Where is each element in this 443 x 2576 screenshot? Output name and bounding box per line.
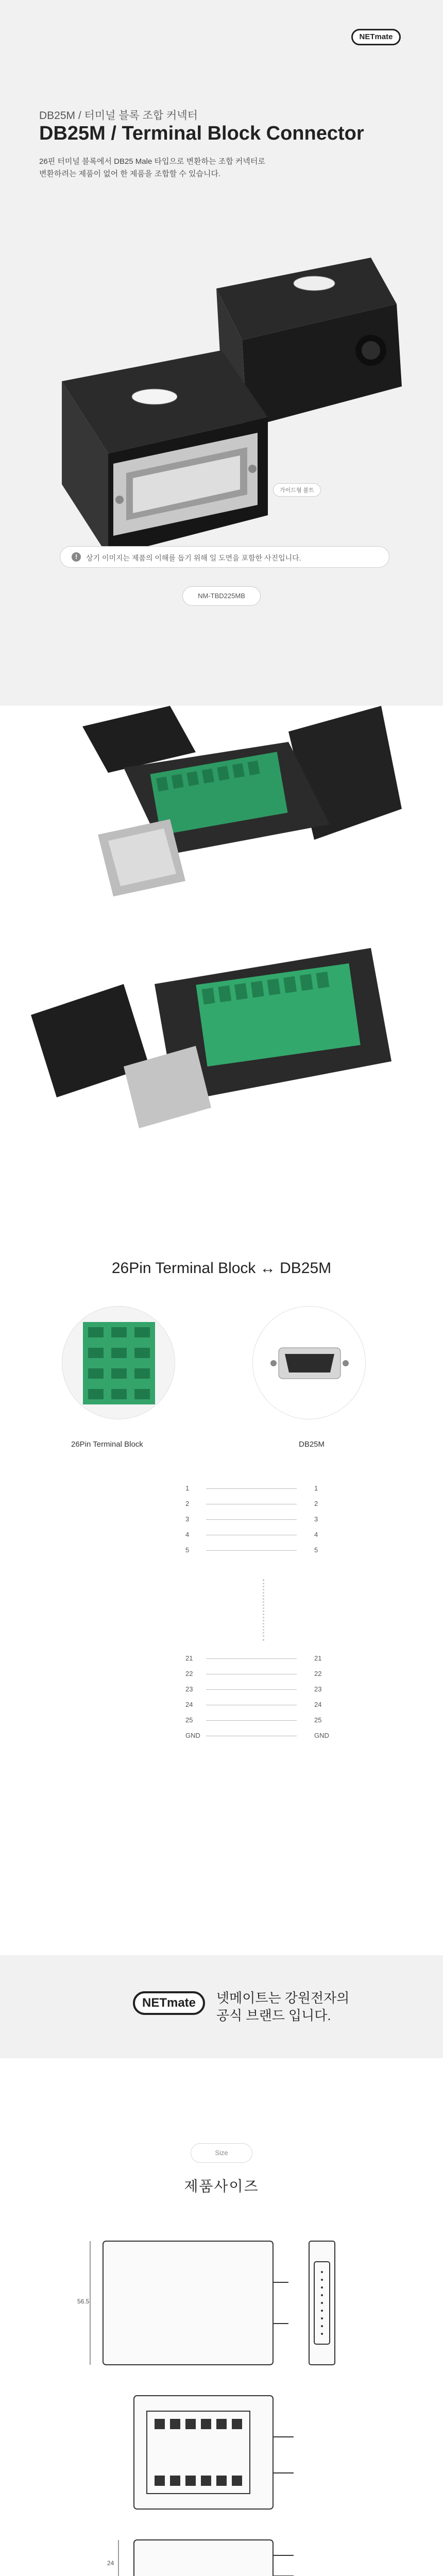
pin-left-label: 1	[185, 1484, 190, 1492]
image-note-text: 상기 이미지는 제품의 이해를 돕기 위해 일 도면을 포함한 사진입니다.	[86, 554, 301, 562]
pin-right-label: 1	[314, 1484, 318, 1492]
terminal-block-thumbnail	[62, 1306, 175, 1419]
pin-ellipsis	[263, 1579, 265, 1641]
db25m-caption: DB25M	[299, 1440, 325, 1449]
header-band	[0, 0, 443, 93]
image-note	[60, 546, 389, 568]
pin-left-label: 23	[185, 1685, 193, 1693]
dim-height-label: 56.5	[77, 2298, 90, 2305]
pin-row	[0, 1670, 443, 1682]
pin-right-label: 21	[314, 1654, 322, 1662]
pin-line	[206, 1550, 297, 1551]
size-tag: Size	[191, 2143, 252, 2163]
pin-left-label: 3	[185, 1515, 190, 1523]
pin-left-label: 22	[185, 1670, 193, 1677]
pin-left-label: 21	[185, 1654, 193, 1662]
pin-row	[0, 1531, 443, 1543]
pin-line	[206, 1689, 297, 1690]
pin-right-label: 5	[314, 1546, 318, 1554]
db25m-thumbnail	[252, 1306, 366, 1419]
open-connector-photos	[0, 706, 443, 1221]
info-icon: !	[72, 552, 81, 562]
open-connector-photo-1	[82, 706, 402, 896]
open-connector-illustration	[0, 706, 443, 1221]
size-title: 제품사이즈	[184, 2178, 259, 2194]
pin-right-label: 2	[314, 1500, 318, 1507]
pin-line	[206, 1519, 297, 1520]
pin-right-label: 22	[314, 1670, 322, 1677]
pin-line	[206, 1720, 297, 1721]
pin-map-title: 26Pin Terminal Block ↔ DB25M	[111, 1260, 332, 1277]
brand-line-1: 넷메이트는 강원전자의	[216, 1990, 350, 2006]
pin-left-label: 4	[185, 1531, 190, 1538]
open-connector-photo-2	[31, 948, 391, 1128]
pin-right-label: 4	[314, 1531, 318, 1538]
pin-map-section	[0, 1224, 443, 1955]
pin-right-label: 25	[314, 1716, 322, 1724]
pin-row	[0, 1546, 443, 1558]
pin-left-label: 2	[185, 1500, 190, 1507]
pin-left-label: 5	[185, 1546, 190, 1554]
pin-line	[206, 1658, 297, 1659]
pin-left-label: 24	[185, 1701, 193, 1708]
pin-right-label: 24	[314, 1701, 322, 1708]
netmate-logo: NETmate	[351, 29, 401, 45]
dim-side-label: 24	[107, 2560, 114, 2567]
thumb-screw-callout: 가이드형 볼트	[273, 483, 321, 497]
terminal-block-image	[62, 1307, 175, 1419]
product-subtitle: DB25M / 터미널 블록 조합 커넥터	[39, 110, 198, 122]
pin-row	[0, 1701, 443, 1713]
db25m-image	[253, 1307, 366, 1419]
pin-row	[0, 1654, 443, 1667]
netmate-brand-logo: NETmate	[133, 1991, 205, 2015]
pin-left-label: 25	[185, 1716, 193, 1724]
pin-row	[0, 1484, 443, 1497]
hero-photo-section	[0, 93, 443, 706]
brand-statement	[216, 1989, 349, 2024]
pin-line	[206, 1488, 297, 1489]
model-pill: NM-TBD225MB	[182, 586, 261, 606]
front-housing-image	[62, 350, 268, 556]
pin-right-label: 3	[314, 1515, 318, 1523]
terminal-block-caption: 26Pin Terminal Block	[71, 1440, 143, 1449]
pin-row	[0, 1716, 443, 1728]
pin-left-label: GND	[185, 1732, 200, 1739]
size-drawings	[0, 2215, 443, 2576]
pin-right-label: 23	[314, 1685, 322, 1693]
product-title: DB25M / Terminal Block Connector	[39, 123, 364, 144]
product-description	[39, 156, 328, 180]
pin-right-label: GND	[314, 1732, 329, 1739]
pin-row	[0, 1685, 443, 1698]
brand-band	[0, 1955, 443, 2058]
description-line-1: 26핀 터미널 블록에서 DB25 Male 타입으로 변환하는 조합 커넥터로	[39, 157, 265, 166]
brand-line-2: 공식 브랜드 입니다.	[216, 2008, 331, 2023]
description-line-2: 변환하려는 제품이 없어 한 제품을 조합할 수 있습니다.	[39, 170, 221, 178]
pin-row	[0, 1515, 443, 1528]
pin-row	[0, 1500, 443, 1512]
pin-row	[0, 1732, 443, 1744]
